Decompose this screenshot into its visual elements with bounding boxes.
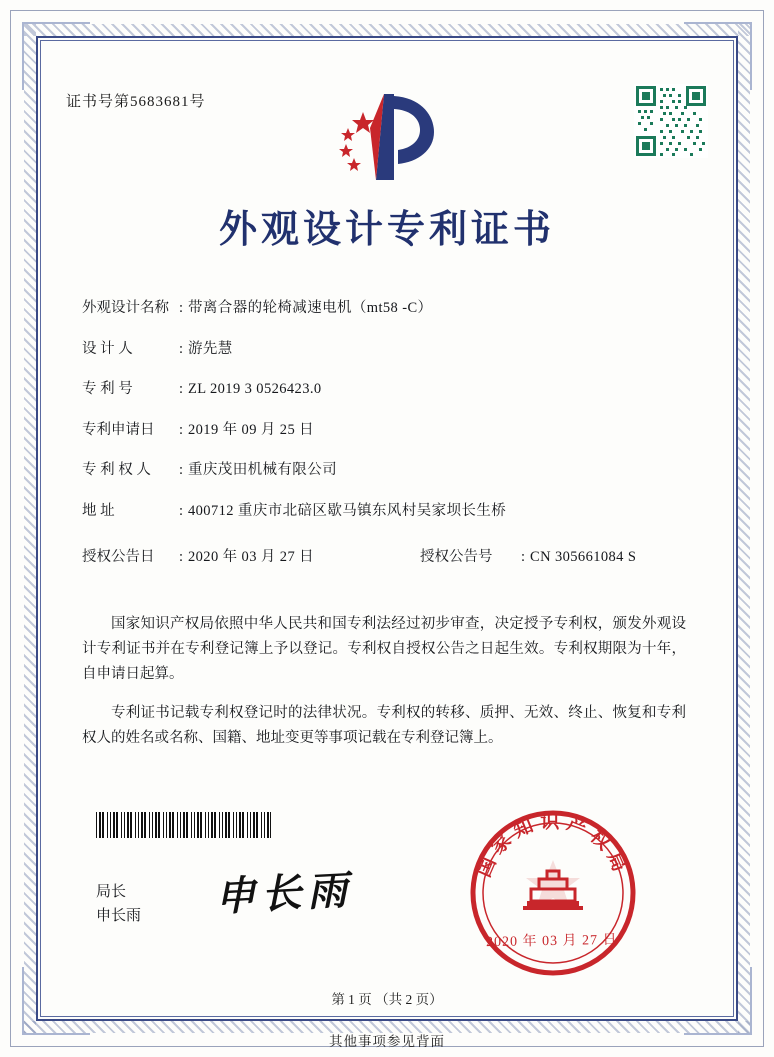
field-value-patent-number: ZL 2019 3 0526423.0	[188, 381, 322, 397]
field-label-designer: 设 计 人	[82, 340, 133, 357]
field-colon: :	[520, 548, 526, 565]
field-list	[82, 298, 682, 587]
field-value-patentee: 重庆茂田机械有限公司	[188, 462, 337, 478]
barcode	[96, 812, 271, 838]
legal-text	[82, 612, 686, 765]
field-label-application-date: 专利申请日	[82, 421, 155, 438]
field-colon: :	[178, 462, 184, 478]
field-colon: :	[178, 340, 184, 357]
field-value-designer: 游先慧	[188, 340, 233, 357]
field-row-application-date	[82, 420, 682, 440]
paragraph-2: 专利证书记载专利权登记时的法律状况。专利权的转移、质押、无效、终止、恢复和专利权人的姓名或名称、国籍、地址变更等事项记载在专利登记簿上。	[82, 705, 686, 746]
field-label-patent-number: 专 利 号	[82, 381, 133, 397]
field-value-grant-publication-number: CN 305661084 S	[530, 548, 637, 565]
field-colon: :	[178, 502, 184, 519]
field-colon: :	[178, 548, 184, 565]
field-row-designer	[82, 339, 682, 359]
field-colon: :	[178, 381, 184, 397]
svg-text:国家知识产权局: 国家知识产权局	[472, 810, 634, 881]
field-label-address: 地 址	[82, 502, 115, 519]
field-colon: :	[178, 421, 184, 438]
signature-role: 局长	[96, 884, 127, 900]
field-row-design-name	[82, 298, 682, 318]
field-label-grant-publication-number: 授权公告号	[420, 548, 493, 565]
field-label-grant-date: 授权公告日	[82, 548, 155, 565]
border-pattern-top	[24, 24, 750, 36]
footer-note: 其他事项参见背面	[329, 1034, 445, 1049]
seal-date: 2020 年 03 月 27 日	[485, 932, 618, 951]
page-title: 外观设计专利证书	[218, 206, 555, 251]
border-pattern-left	[24, 24, 36, 1033]
paragraph-1: 国家知识产权局依照中华人民共和国专利法经过初步审查，决定授予专利权，颁发外观设计专利证书并在专利登记簿上予以登记。专利权自授权公告之日起生效。专利权期限为十年，自申请日起算。	[82, 616, 686, 682]
signature-block	[96, 880, 141, 928]
field-colon: :	[178, 300, 184, 316]
signature-name: 申长雨	[96, 908, 142, 924]
certificate-number: 证书号第5683681号	[66, 94, 206, 110]
cnipa-emblem-icon	[322, 88, 452, 184]
field-value-grant-date: 2020 年 03 月 27 日	[188, 548, 315, 565]
official-seal	[468, 808, 638, 978]
field-value-design-name: 带离合器的轮椅减速电机（mt58 -C）	[188, 300, 433, 316]
field-row-grant	[82, 547, 682, 567]
field-label-patentee: 专 利 权 人	[82, 462, 151, 478]
qr-code	[634, 84, 708, 158]
field-row-patent-number	[82, 379, 682, 399]
border-pattern-right	[738, 24, 750, 1033]
handwritten-signature: 申长雨	[214, 866, 355, 921]
field-value-application-date: 2019 年 09 月 25 日	[188, 421, 315, 438]
page-indicator: 第 1 页 （共 2 页）	[331, 992, 443, 1007]
field-value-address: 400712 重庆市北碚区歇马镇东风村吴家坝长生桥	[188, 502, 507, 519]
field-row-address	[82, 501, 682, 521]
field-row-patentee	[82, 460, 682, 480]
field-label-design-name: 外观设计名称	[82, 300, 169, 316]
